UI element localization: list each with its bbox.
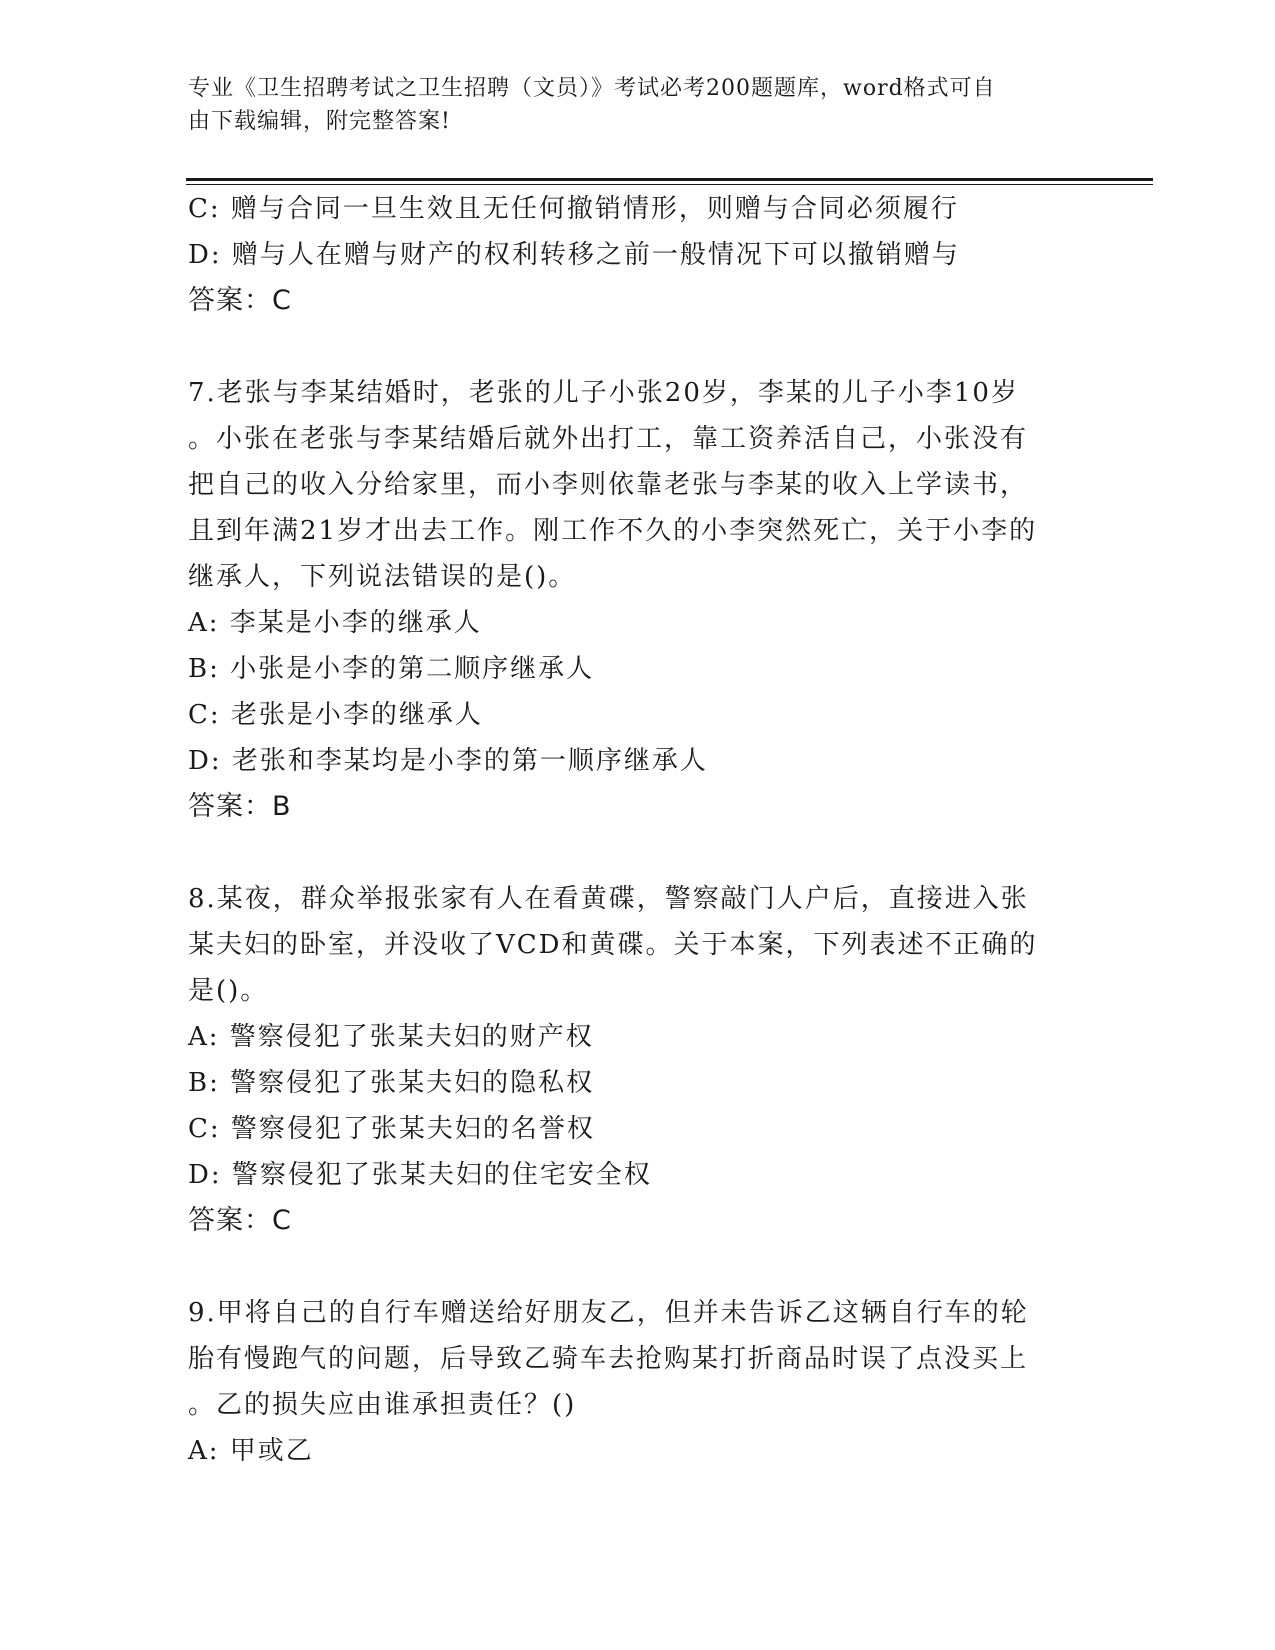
question-text-line: 9.甲将自己的自行车赠送给好朋友乙，但并未告诉乙这辆自行车的轮 bbox=[188, 1298, 1029, 1328]
question-text-line: 把自己的收入分给家里，而小李则依靠老张与李某的收入上学读书， bbox=[188, 470, 1029, 500]
option-a: A: 警察侵犯了张某夫妇的财产权 bbox=[188, 1022, 594, 1052]
question-text-line: 7.老张与李某结婚时，老张的儿子小张20岁，李某的儿子小李10岁 bbox=[188, 378, 1019, 408]
spacer bbox=[188, 830, 1078, 876]
question-text-line: 。小张在老张与李某结婚后就外出打工，靠工资养活自己，小张没有 bbox=[188, 424, 1029, 454]
question-6-tail bbox=[188, 186, 1078, 324]
option-c: C: 警察侵犯了张某夫妇的名誉权 bbox=[188, 1114, 595, 1144]
option-b: B: 小张是小李的第二顺序继承人 bbox=[188, 654, 595, 684]
option-d: D: 老张和李某均是小李的第一顺序继承人 bbox=[188, 746, 708, 776]
header-rule-thin bbox=[186, 184, 1153, 185]
question-8 bbox=[188, 876, 1078, 1244]
answer: 答案：B bbox=[188, 791, 292, 822]
document-body bbox=[188, 186, 1078, 1474]
question-text-line: 胎有慢跑气的问题，后导致乙骑车去抢购某打折商品时误了点没买上 bbox=[188, 1344, 1029, 1374]
option-d: D: 警察侵犯了张某夫妇的住宅安全权 bbox=[188, 1160, 652, 1190]
question-text-line: 是()。 bbox=[188, 976, 269, 1006]
option-a: A: 甲或乙 bbox=[188, 1436, 314, 1466]
option-c: C: 老张是小李的继承人 bbox=[188, 700, 483, 730]
header-line-2: 由下载编辑，附完整答案! bbox=[188, 109, 451, 134]
option-d: D: 赠与人在赠与财产的权利转移之前一般情况下可以撤销赠与 bbox=[188, 240, 960, 270]
spacer bbox=[188, 324, 1078, 370]
document-header bbox=[188, 72, 1068, 138]
option-c: C: 赠与合同一旦生效且无任何撤销情形，则赠与合同必须履行 bbox=[188, 194, 959, 224]
question-text-line: 且到年满21岁才出去工作。刚工作不久的小李突然死亡，关于小李的 bbox=[188, 516, 1038, 546]
header-rule-thick bbox=[186, 178, 1153, 181]
answer: 答案：C bbox=[188, 285, 292, 316]
option-a: A: 李某是小李的继承人 bbox=[188, 608, 482, 638]
question-9 bbox=[188, 1290, 1078, 1474]
answer: 答案：C bbox=[188, 1205, 292, 1236]
question-text-line: 8.某夜，群众举报张家有人在看黄碟，警察敲门人户后，直接进入张 bbox=[188, 884, 1029, 914]
question-text-line: 某夫妇的卧室，并没收了VCD和黄碟。关于本案，下列表述不正确的 bbox=[188, 930, 1038, 960]
question-text-line: 。乙的损失应由谁承担责任？() bbox=[188, 1390, 577, 1420]
spacer bbox=[188, 1244, 1078, 1290]
header-line-1: 专业《卫生招聘考试之卫生招聘（文员）》考试必考200题题库，word格式可自 bbox=[188, 76, 996, 101]
option-b: B: 警察侵犯了张某夫妇的隐私权 bbox=[188, 1068, 595, 1098]
question-7 bbox=[188, 370, 1078, 830]
question-text-line: 继承人，下列说法错误的是()。 bbox=[188, 562, 577, 592]
